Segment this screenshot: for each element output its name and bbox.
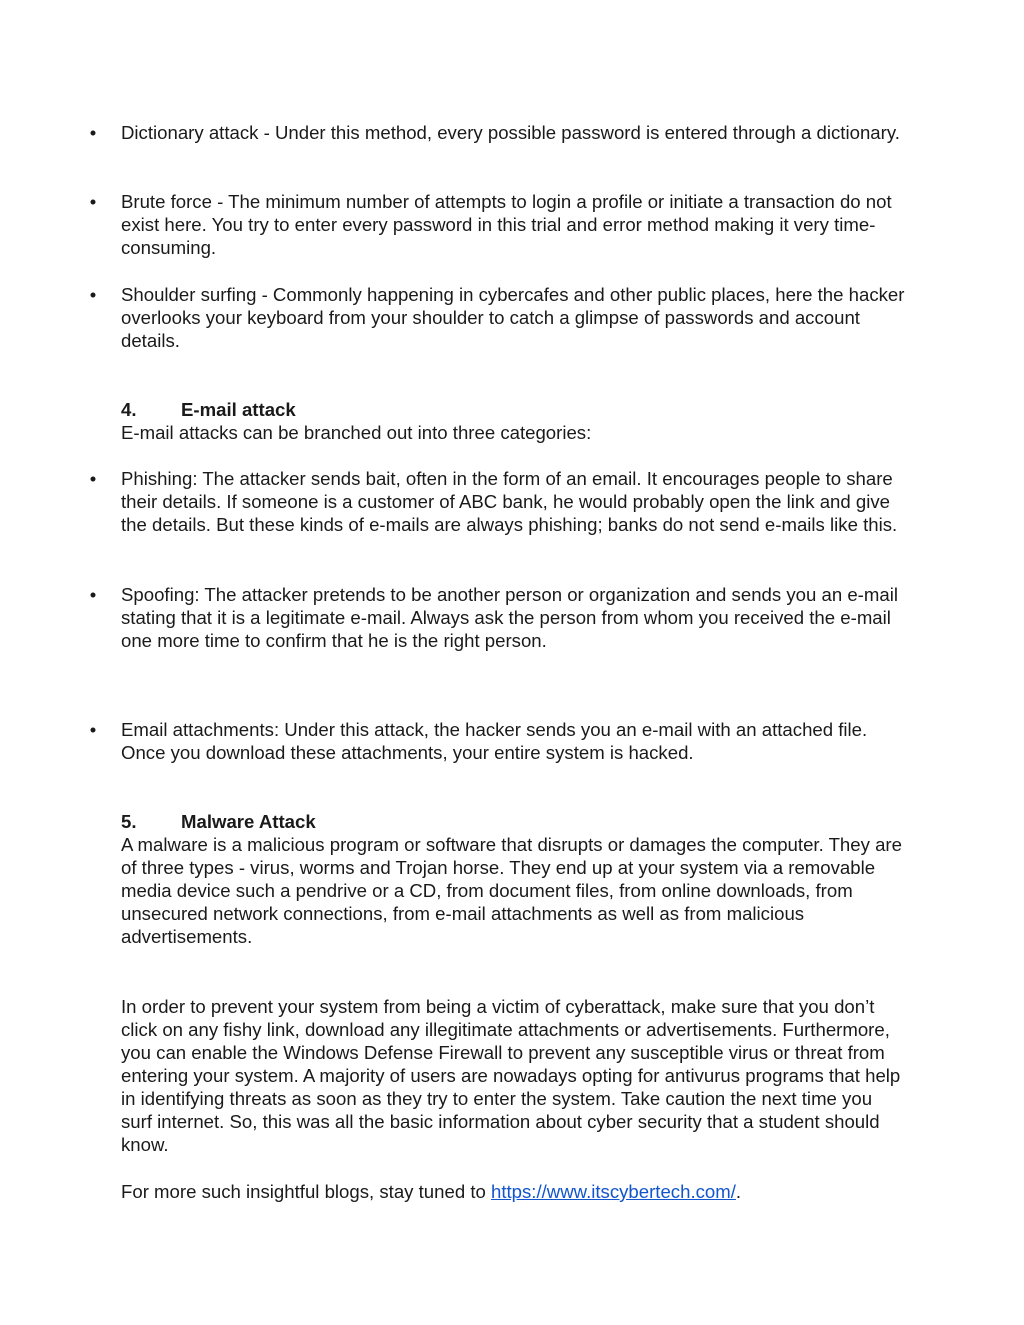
- section-intro: [121, 421, 906, 444]
- section-body: [121, 833, 906, 948]
- list-item-text: Dictionary attack - Under this method, every possible password is entered through a dictionary.: [121, 122, 900, 143]
- section-intro-text: E-mail attacks can be branched out into three categories:: [121, 422, 592, 443]
- section-heading-malware-attack: [121, 810, 906, 833]
- closing-paragraph-text: In order to prevent your system from being a victim of cyberattack, make sure that you don’t click on any fishy link, download any illegitimate attachments or advertisements. Furthermore, you can enable the Windows Defense Firewall to prevent any susceptible virus or threat from entering your system. A majority of users are nowadays opting for antivurus programs that help in identifying threats as soon as they try to enter the system. Take caution the next time you surf internet. So, this was all the basic information about cyber security that a student should know.: [121, 996, 901, 1155]
- bullet-marker: •: [89, 584, 97, 605]
- section-number: 5.: [121, 811, 137, 832]
- list-item-shoulder-surfing: [121, 283, 906, 352]
- bullet-marker: •: [89, 284, 97, 305]
- list-item-phishing: [121, 467, 906, 536]
- footer-line: [121, 1180, 906, 1203]
- list-item-brute-force: [121, 190, 906, 259]
- list-item-text: Shoulder surfing - Commonly happening in cybercafes and other public places, here the hacker overlooks your keyboard from your shoulder to catch a glimpse of passwords and account details.: [121, 284, 905, 351]
- section-body-text: A malware is a malicious program or software that disrupts or damages the computer. They are of three types - virus, worms and Trojan horse. They end up at your system via a removable media device such a pendrive or a CD, from document files, from online downloads, from unsecured network connections, from e-mail attachments as well as from malicious advertisements.: [121, 834, 902, 947]
- bullet-marker: •: [89, 191, 97, 212]
- bullet-marker: •: [89, 468, 97, 489]
- website-link[interactable]: https://www.itscybertech.com/: [491, 1181, 736, 1202]
- section-heading-email-attack: [121, 398, 906, 421]
- list-item-dictionary-attack: [121, 121, 906, 144]
- footer-suffix: .: [735, 1181, 742, 1202]
- closing-paragraph: [121, 995, 906, 1156]
- list-item-text: Email attachments: Under this attack, the hacker sends you an e-mail with an attached file. Once you download these attachments, your entire system is hacked.: [121, 719, 868, 763]
- list-item-text: Phishing: The attacker sends bait, often in the form of an email. It encourages people to share their details. If someone is a customer of ABC bank, he would probably open the link and give the details. But these kinds of e-mails are always phishing; banks do not send e-mails like this.: [121, 468, 898, 535]
- section-number: 4.: [121, 399, 137, 420]
- list-item-text: Brute force - The minimum number of attempts to login a profile or initiate a transaction do not exist here. You try to enter every password in this trial and error method making it very time-consuming.: [121, 191, 892, 258]
- footer-prefix: For more such insightful blogs, stay tuned to: [121, 1181, 491, 1202]
- list-item-spoofing: [121, 583, 906, 652]
- bullet-marker: •: [89, 122, 97, 143]
- section-title: Malware Attack: [181, 811, 316, 832]
- section-title: E-mail attack: [181, 399, 296, 420]
- list-item-email-attachments: [121, 718, 906, 764]
- list-item-text: Spoofing: The attacker pretends to be another person or organization and sends you an e-mail stating that it is a legitimate e-mail. Always ask the person from whom you received the e-mail one more time to confirm that he is the right person.: [121, 584, 898, 651]
- bullet-marker: •: [89, 719, 97, 740]
